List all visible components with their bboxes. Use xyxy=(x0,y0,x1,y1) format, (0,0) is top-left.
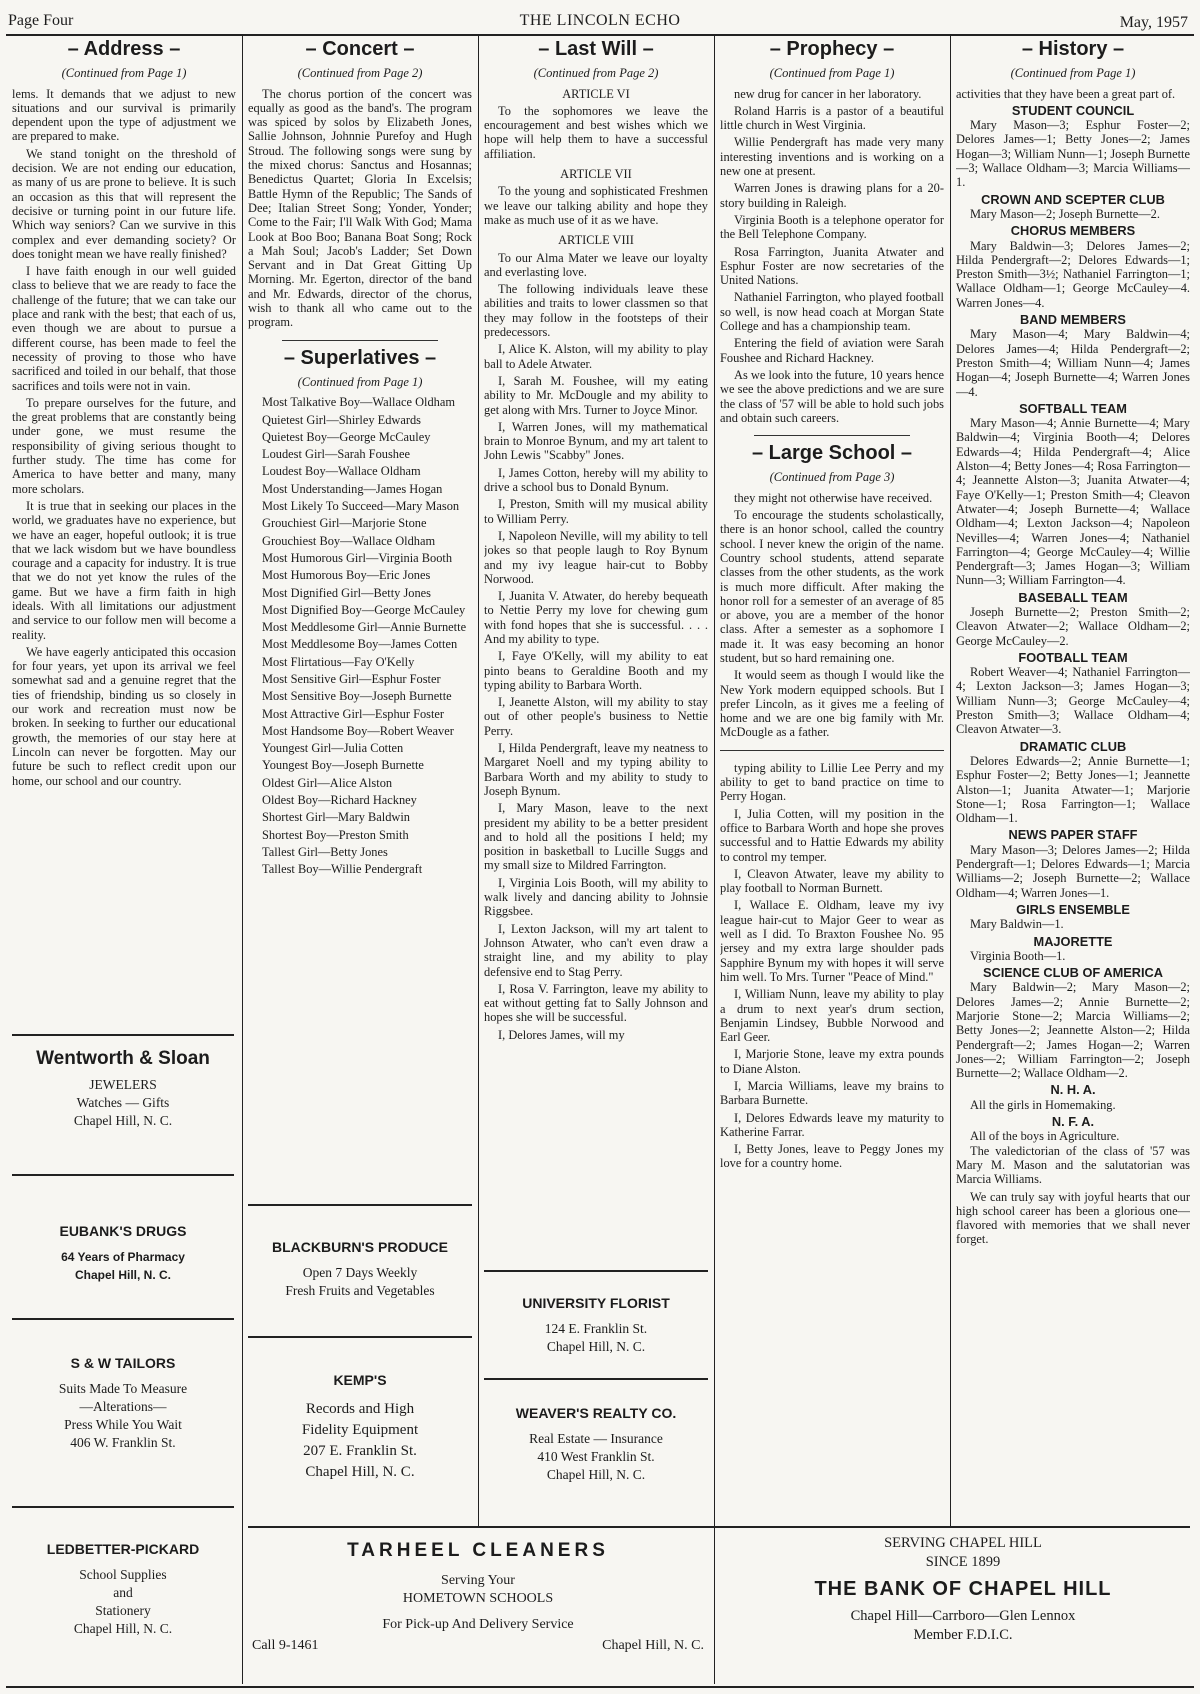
superlative-entry: Most Humorous Boy—Eric Jones xyxy=(262,568,431,583)
ad-line: Chapel Hill, N. C. xyxy=(546,1467,646,1482)
activity-members: Robert Weaver—4; Nathaniel Farrington—4; Lexton Jackson—3; James Hogan—3; William Nunn—3; George McCauley—4; Preston Smith—3; Wallace Oldham—4; Cleavon Atwater—3. xyxy=(956,665,1190,737)
activity-heading: CROWN AND SCEPTER CLUB xyxy=(981,191,1165,207)
superlative-entry: Quietest Boy—George McCauley xyxy=(262,429,431,444)
large-school-text xyxy=(720,491,944,740)
ad-line: Member F.D.I.C. xyxy=(913,1627,1013,1643)
concert-column xyxy=(248,38,472,1198)
continued-note: (Continued from Page 3) xyxy=(769,470,895,485)
ad-line: 207 E. Franklin St. xyxy=(303,1443,417,1459)
prophecy-column xyxy=(720,38,944,1498)
ad-line: SERVING CHAPEL HILL xyxy=(884,1535,1042,1551)
superlatives-heading: – Superlatives – xyxy=(283,346,437,369)
bank-of-chapel-hill-ad xyxy=(728,1534,1198,1645)
activity-heading: FOOTBALL TEAM xyxy=(1018,649,1128,665)
last-will-column xyxy=(484,38,708,1278)
university-florist-ad xyxy=(484,1294,708,1356)
last-will-text xyxy=(484,87,708,1042)
kemps-ad xyxy=(248,1370,472,1483)
ad-line: Real Estate — Insurance xyxy=(529,1431,663,1446)
last-will-continued-text xyxy=(720,761,944,1171)
sw-tailors-ad xyxy=(12,1354,234,1452)
article-paragraph: new drug for cancer in her laboratory. xyxy=(734,86,922,101)
activity-heading: N. H. A. xyxy=(1050,1082,1096,1098)
activity-members: Mary Baldwin—3; Delores James—2; Hilda Pendergraft—2; Delores Edwards—1; Preston Smith—3½; Nathaniel Farrington—1; Wallace Oldham—1; George McCauley—4. Warren Jones—4. xyxy=(956,238,1190,310)
wentworth-sloan-ad xyxy=(12,1050,234,1130)
history-activities xyxy=(956,104,1190,1144)
ad-line: SINCE 1899 xyxy=(925,1554,1001,1570)
continued-note: (Continued from Page 1) xyxy=(61,66,187,81)
ad-name: THE BANK OF CHAPEL HILL xyxy=(814,1578,1112,1600)
top-rule xyxy=(6,34,1194,36)
article-paragraph: The following individuals leave these abilities and traits to lower classmen so that they may follow in the footsteps of their predecessors. xyxy=(484,282,708,340)
superlative-entry: Most Sensitive Boy—Joseph Burnette xyxy=(262,689,452,704)
article-paragraph: I, Cleavon Atwater, leave my ability to play football to Norman Burnett. xyxy=(720,866,944,896)
superlative-entry: Most Meddlesome Boy—James Cotten xyxy=(262,637,458,652)
superlative-entry: Tallest Girl—Betty Jones xyxy=(262,844,388,859)
ad-line: 410 West Franklin St. xyxy=(537,1449,655,1464)
ad-name: Wentworth & Sloan xyxy=(36,1048,210,1069)
article-paragraph: To the sophomores we leave the encouragement and best wishes which we hope will help them to have a successful affiliation. xyxy=(484,103,708,161)
article-paragraph: they might not otherwise have received. xyxy=(734,490,933,505)
ad-phone: Call 9-1461 xyxy=(252,1638,319,1653)
ad-rule xyxy=(12,1506,234,1508)
history-paragraph: We can truly say with joyful hearts that our high school career has been a glorious one—flavored with memories that we shall never forget. xyxy=(956,1189,1190,1247)
superlative-entry: Most Humorous Girl—Virginia Booth xyxy=(262,550,453,565)
article-paragraph: I, Mary Mason, leave to the next president my ability to be a better president and to hold all the positions I held; my position in basketball to Lucille Suggs and my small size to Mildred Farrington. xyxy=(484,801,708,873)
superlative-entry: Shortest Girl—Mary Baldwin xyxy=(262,810,410,825)
activity-members: Mary Baldwin—1. xyxy=(970,917,1064,932)
activity-heading: SOFTBALL TEAM xyxy=(1019,400,1127,416)
ad-line: HOMETOWN SCHOOLS xyxy=(402,1591,554,1606)
continued-note: (Continued from Page 2) xyxy=(533,66,659,81)
activity-heading: BAND MEMBERS xyxy=(1020,312,1126,328)
column-rule xyxy=(714,36,715,1684)
article-paragraph: To our Alma Mater we leave our loyalty and everlasting love. xyxy=(484,250,708,279)
article-paragraph: Warren Jones is drawing plans for a 20-story building in Raleigh. xyxy=(720,181,944,210)
superlative-entry: Most Dignified Boy—George McCauley xyxy=(262,602,466,617)
article-paragraph: We have eagerly anticipated this occasion for four years, yet upon its arrival we feel somewhat sad and a genuine regret that the ties of friendship, binding us so closely in our work and recreation must now be broken. In seeking to further our educational growth, the memories of our stay here at Lincoln can never be forgotten. May our future be such to reflect credit upon our home, our school and our country. xyxy=(12,644,236,788)
activity-members: Mary Mason—3; Esphur Foster—2; Delores James—1; Betty Jones—2; James Hogan—3; William Nunn—1; Joseph Burnette—3; Wallace Oldham—3; Marcia Williams—1. xyxy=(956,118,1190,190)
article-paragraph: To encourage the students scholastically, there is an honor school, called the country school. I never knew the origin of the name. Country school students, attend separate classes from the other students, as the work is much more difficult. After making the honor roll for a semester of an average of 85 or above, you are a member of the honor class. After a semester as a sophomore I made it. It was easy becoming an honor student, but so hard remaining one. xyxy=(720,508,944,665)
article-paragraph: Nathaniel Farrington, who played football so well, is now head coach at Morgan State College and has a championship team. xyxy=(720,290,944,334)
ad-rule xyxy=(12,1318,234,1320)
article-paragraph: I, Sarah M. Foushee, will my eating ability to Mr. McDougle and my ability to get along with Mrs. Turner to Joyce Minor. xyxy=(484,373,708,417)
address-column xyxy=(12,38,236,1038)
ad-city: Chapel Hill, N. C. xyxy=(602,1638,704,1653)
activity-members: All of the boys in Agriculture. xyxy=(970,1129,1120,1144)
ad-line: Fidelity Equipment xyxy=(301,1422,419,1438)
ad-rule xyxy=(248,1204,472,1206)
article-paragraph: I, Delores James, will my xyxy=(498,1027,625,1042)
activity-members: Delores Edwards—2; Annie Burnette—1; Esphur Foster—2; Betty Jones—1; Jeannette Alston—1; Juanita Atwater—1; Marjorie Stone—1; Rosa Farrington—1; Wallace Oldham—1. xyxy=(956,753,1190,826)
article-paragraph: I, Rosa V. Farrington, leave my ability to eat without getting fat to Sally Johnson and hopes she will be successful. xyxy=(484,981,708,1025)
activity-heading: MAJORETTE xyxy=(1033,933,1113,949)
article-paragraph: I, Juanita V. Atwater, do hereby bequeath to Nettie Perry my love for chewing gum with fond hopes that she is successful. . . . And my ability to type. xyxy=(484,589,708,646)
article-paragraph: It would seem as though I would like the New York modern equipped schools. But I prefer Lincoln, as it gives me a feeling of home and we are one big family with Mr. McDougle as a father. xyxy=(720,668,944,740)
superlatives-list xyxy=(248,395,472,876)
article-paragraph: I have faith enough in our well guided class to believe that we are ready to face the challenge of the future; that we can take our place and rank with the best; that each of us, even though we are about to pursue a different course, has been made to feel the necessity of proving to those who have sacrificed and toiled in our behalf, that those sacrifices and toils were not in vain. xyxy=(12,264,236,393)
ad-line: Chapel Hill, N. C. xyxy=(74,1268,171,1282)
article-paragraph: I, Marcia Williams, leave my brains to Barbara Burnette. xyxy=(720,1079,944,1108)
section-divider xyxy=(720,750,944,751)
article-paragraph: typing ability to Lillie Lee Perry and my ability to get to band practice on time to Perry Hogan. xyxy=(720,760,944,804)
large-school-heading: – Large School – xyxy=(751,442,913,465)
article-paragraph: I, Delores Edwards leave my maturity to Katherine Farrar. xyxy=(720,1110,944,1139)
article-paragraph: lems. It demands that we adjust to new situations and our survival is primarily dependent upon the type of adjustment we are prepared to make. xyxy=(12,86,236,144)
superlative-entry: Grouchiest Boy—Wallace Oldham xyxy=(262,533,436,548)
column-rule xyxy=(478,36,479,1526)
activity-heading: DRAMATIC CLUB xyxy=(1019,738,1127,754)
article-paragraph: I, James Cotton, hereby will my ability to drive a school bus to Donald Bynum. xyxy=(484,465,708,495)
ad-name: BLACKBURN'S PRODUCE xyxy=(272,1239,448,1255)
ad-line: Suits Made To Measure xyxy=(58,1381,188,1396)
article-paragraph: I, Warren Jones, will my mathematical brain to Monroe Bynum, and my art talent to John Lewis "Scabby" Jones. xyxy=(484,419,708,463)
ad-rule xyxy=(248,1526,1190,1528)
prophecy-text xyxy=(720,87,944,426)
article-paragraph: Entering the field of aviation were Sarah Foushee and Richard Hackney. xyxy=(720,336,944,365)
activity-heading: GIRLS ENSEMBLE xyxy=(1016,901,1130,917)
ad-name: KEMP'S xyxy=(333,1372,387,1388)
superlative-entry: Youngest Girl—Julia Cotten xyxy=(262,741,404,756)
issue-date: May, 1957 xyxy=(1119,14,1188,31)
ad-line: Records and High xyxy=(305,1401,415,1417)
ad-rule xyxy=(248,1336,472,1338)
ad-line: Press While You Wait xyxy=(64,1417,182,1432)
article-paragraph: I, Wallace E. Oldham, leave my ivy league hair-cut to Major Geer to wear as well as I did. To Braxton Foushee No. 95 jersey and my extra large shoulder pads Sapphire Bynum my with hopes it will serve him well. To Mrs. Turner "Peace of Mind." xyxy=(720,898,944,984)
ad-name: EUBANK'S DRUGS xyxy=(59,1223,187,1239)
ledbetter-pickard-ad xyxy=(12,1540,234,1638)
article-paragraph: ARTICLE VIII xyxy=(558,233,634,248)
ad-line: Fresh Fruits and Vegetables xyxy=(285,1283,435,1298)
article-paragraph: ARTICLE VII xyxy=(560,167,632,182)
ad-line: Chapel Hill, N. C. xyxy=(305,1464,415,1480)
ad-rule xyxy=(12,1034,234,1036)
continued-note: (Continued from Page 1) xyxy=(769,66,895,81)
ad-footer xyxy=(242,1638,714,1658)
bottom-rule xyxy=(6,1686,1194,1688)
activity-heading: NEWS PAPER STAFF xyxy=(1008,827,1138,843)
ad-line: For Pick-up And Delivery Service xyxy=(382,1617,574,1632)
section-divider xyxy=(282,340,439,341)
ad-line: Chapel Hill, N. C. xyxy=(73,1621,173,1636)
superlative-entry: Oldest Boy—Richard Hackney xyxy=(262,793,417,808)
activity-members: Mary Mason—3; Delores James—2; Hilda Pendergraft—1; Delores Edwards—1; Marcia Williams—2; Joseph Burnette—2; Wallace Oldham—4; Warren Jones—1. xyxy=(956,842,1190,900)
article-paragraph: ARTICLE VI xyxy=(562,86,630,101)
article-paragraph: To the young and sophisticated Freshmen we leave our talking ability and hope they make as much use of it as we have. xyxy=(484,184,708,227)
eubanks-drugs-ad xyxy=(12,1222,234,1284)
article-paragraph: The chorus portion of the concert was equally as good as the band's. The program was spiced by solos by Elizabeth Jones, Sallie Johnson, Johnnie Purefoy and Hugh Stroud. The following songs were sung by the mixed chorus: Sanctus and Hosannas; Benedictus Quartet; Gloria In Excelsis; Battle Hymn of the Republic; The Sands of Dee; Italian Street Song; Yonder, Yonder; Come to the Fair; I'll Walk With God; Mama Look at Boo Boo; Banana Boat Song; Rock a Mah Soul; Jacob's Ladder; Set Down Servant and in Dat Great Gitting Up Morning. Mr. Egerton, director of the band and Mr. Edwards, director of the chorus, wish to thank all who came out to the program. xyxy=(248,86,472,330)
ad-line: 406 W. Franklin St. xyxy=(70,1435,176,1450)
activity-heading: STUDENT COUNCIL xyxy=(1011,102,1135,118)
newspaper-title: THE LINCOLN ECHO xyxy=(519,12,681,29)
activity-members: Mary Mason—4; Annie Burnette—4; Mary Baldwin—4; Virginia Booth—4; Delores Edwards—4; Hilda Pendergraft—4; Alice Alston—4; Betty Jones—4; Rosa Farrington—4; Jeannette Alston—3; Juanita Atwater—4; Faye O'Kelly—1; Preston Smith—4; Cleavon Atwater—4; Joseph Burnette—4; Wallace Oldham—4; Lexton Jackson—4; Napoleon Nevilles—4; Warren Jones—4; Nathaniel Farrington—4; George McCauley—4; Willie Pendergraft—3; James Hogan—3; William Nunn—3; William Farrington—4. xyxy=(956,416,1190,588)
ad-name: WEAVER'S REALTY CO. xyxy=(515,1405,677,1421)
article-paragraph: We stand tonight on the threshold of decision. We are not ending our education, as many of us are prone to believe. It is such an occasion as this that will represent the decisive or turning point in our future life. Which way seniors? Can we survive in this complex and ever demanding society? Or does tonight mean we have really finished? xyxy=(12,146,236,261)
ad-line: Chapel Hill, N. C. xyxy=(73,1113,173,1128)
prophecy-heading: – Prophecy – xyxy=(769,38,895,60)
activity-heading: BASEBALL TEAM xyxy=(1018,589,1128,605)
activity-members: Virginia Booth—1. xyxy=(970,948,1066,963)
ad-line: Serving Your xyxy=(441,1573,515,1588)
article-paragraph: I, Faye O'Kelly, will my ability to eat pinto beans to Geraldine Booth and my typing ability to Barbara Worth. xyxy=(484,649,708,692)
activity-members: All the girls in Homemaking. xyxy=(970,1097,1116,1112)
section-divider xyxy=(754,435,911,436)
weavers-realty-ad xyxy=(484,1404,708,1484)
ad-line: Watches — Gifts xyxy=(76,1095,170,1110)
superlative-entry: Most Sensitive Girl—Esphur Foster xyxy=(262,671,441,686)
article-paragraph: I, Marjorie Stone, leave my extra pounds to Diane Alston. xyxy=(720,1047,944,1076)
superlative-entry: Youngest Boy—Joseph Burnette xyxy=(262,758,424,773)
continued-note: (Continued from Page 1) xyxy=(297,374,423,389)
activity-members: Mary Mason—2; Joseph Burnette—2. xyxy=(970,206,1160,221)
last-will-heading: – Last Will – xyxy=(538,38,654,60)
history-intro: activities that they have been a great part of. xyxy=(956,86,1176,101)
article-paragraph: I, Betty Jones, leave to Peggy Jones my love for a country home. xyxy=(720,1142,944,1171)
activity-members: Mary Mason—4; Mary Baldwin—4; Delores James—4; Hilda Pendergraft—2; Preston Smith—4; William Nunn—4; James Hogan—4; Joseph Burnette—4; Warren Jones—4. xyxy=(956,327,1190,399)
article-paragraph: Virginia Booth is a telephone operator for the Bell Telephone Company. xyxy=(720,212,944,242)
article-paragraph: I, Napoleon Neville, will my ability to tell jokes so that people laugh to Roy Bynum and my ivy league hair-cut to Bobby Norwood. xyxy=(484,528,708,586)
ad-line: Stationery xyxy=(95,1603,151,1618)
ad-line: and xyxy=(113,1585,133,1600)
column-rule xyxy=(950,36,951,1526)
superlative-entry: Most Handsome Boy—Robert Weaver xyxy=(262,723,454,738)
ad-line: 124 E. Franklin St. xyxy=(544,1321,648,1336)
article-paragraph: It is true that in seeking our places in the world, we graduates have no experience, but we have an eager, hopeful outlook; it is true that we lack wisdom but we have boundless courage and a capacity for industry. It is true that we do not yet know the rules of the game. But we have a firm faith in high ideals. With all limitations our adjustment and service to our follow men will become a reality. xyxy=(12,498,236,642)
ad-line: Chapel Hill, N. C. xyxy=(546,1339,646,1354)
article-paragraph: To prepare ourselves for the future, and the great problems that are constantly being under gone, we must resume the responsibility of giving serious thought to further study. The time has come for America to have better and many, many more scholars. xyxy=(12,395,236,496)
superlative-entry: Loudest Boy—Wallace Oldham xyxy=(262,464,421,479)
superlative-entry: Shortest Boy—Preston Smith xyxy=(262,827,409,842)
article-paragraph: I, Hilda Pendergraft, leave my neatness to Margaret Noell and my typing ability to Barbara Worth and my ability to study to Joseph Bynum. xyxy=(484,741,708,798)
superlative-entry: Most Attractive Girl—Esphur Foster xyxy=(262,706,445,721)
tarheel-cleaners-ad xyxy=(242,1540,714,1658)
ad-rule xyxy=(12,1174,234,1176)
ad-name: TARHEEL CLEANERS xyxy=(347,1540,609,1561)
activity-members: Mary Baldwin—2; Mary Mason—2; Delores James—2; Annie Burnette—2; Marjorie Stone—2; Marcia Williams—2; Betty Jones—2; Jeannette Alston—2; Hilda Pendergraft—2; James Hogan—2; Warren Jones—2; William Farrington—2; Joseph Burnette—2; Wallace Oldham—2. xyxy=(956,980,1190,1081)
superlative-entry: Loudest Girl—Sarah Foushee xyxy=(262,447,410,462)
superlative-entry: Most Likely To Succeed—Mary Mason xyxy=(262,499,460,514)
activity-heading: SCIENCE CLUB OF AMERICA xyxy=(982,965,1164,981)
history-heading: – History – xyxy=(1021,38,1125,60)
ad-name: UNIVERSITY FLORIST xyxy=(522,1295,670,1311)
ad-name: S & W TAILORS xyxy=(70,1355,176,1371)
address-heading: – Address – xyxy=(67,38,181,60)
activity-heading: CHORUS MEMBERS xyxy=(1010,223,1136,239)
article-paragraph: As we look into the future, 10 years hence we see the above predictions and we are sure the class of '57 will be able to hold such jobs and obtain such careers. xyxy=(720,367,944,425)
ad-line: Open 7 Days Weekly xyxy=(302,1265,418,1280)
ad-rule xyxy=(484,1270,708,1272)
superlative-entry: Tallest Boy—Willie Pendergraft xyxy=(262,862,423,877)
ad-rule xyxy=(484,1378,708,1380)
ad-line: School Supplies xyxy=(79,1567,167,1582)
article-paragraph: I, Alice K. Alston, will my ability to play ball to Adele Atwater. xyxy=(484,342,708,371)
continued-note: (Continued from Page 2) xyxy=(297,66,423,81)
activity-members: Joseph Burnette—2; Preston Smith—2; Cleavon Atwater—2; Wallace Oldham—2; George McCauley—2. xyxy=(956,604,1190,648)
column-rule xyxy=(242,36,243,1684)
ad-line: 64 Years of Pharmacy xyxy=(61,1250,185,1264)
superlative-entry: Most Dignified Girl—Betty Jones xyxy=(262,585,431,600)
article-paragraph: I, William Nunn, leave my ability to play a drum to next year's drum section, Benjamin Lindsey, Bubble Norwood and Earl Geer. xyxy=(720,987,944,1045)
superlative-entry: Most Flirtatious—Fay O'Kelly xyxy=(262,654,415,669)
superlative-entry: Most Talkative Boy—Wallace Oldham xyxy=(262,395,456,410)
ad-line: Chapel Hill—Carrboro—Glen Lennox xyxy=(850,1608,1076,1624)
masthead xyxy=(0,12,1200,36)
article-paragraph: I, Lexton Jackson, will my art talent to Johnson Atwater, who can't even draw a straight line, and my ability to play defensive end to Stag Perry. xyxy=(484,921,708,979)
article-paragraph: I, Jeanette Alston, will my ability to stay out of other people's business to Nettie Perry. xyxy=(484,695,708,738)
superlative-entry: Grouchiest Girl—Marjorie Stone xyxy=(262,516,427,531)
page-number: Page Four xyxy=(8,12,74,29)
article-paragraph: Rosa Farrington, Juanita Atwater and Esphur Foster are now secretaries of the United Nations. xyxy=(720,244,944,288)
article-paragraph: I, Preston, Smith will my musical ability to William Perry. xyxy=(484,497,708,526)
continued-note: (Continued from Page 1) xyxy=(1010,66,1136,81)
article-paragraph: I, Virginia Lois Booth, will my ability to walk lively and dancing ability to Johnsie Riggsbee. xyxy=(484,875,708,919)
ad-line: —Alterations— xyxy=(79,1399,167,1414)
article-paragraph: Roland Harris is a pastor of a beautiful little church in West Virginia. xyxy=(720,103,944,133)
article-paragraph: I, Julia Cotten, will my position in the office to Barbara Worth and hope she proves successful and to Hattie Edwards my ability to control my temper. xyxy=(720,806,944,864)
article-paragraph: Willie Pendergraft has made very many interesting inventions and is working on a new one at present. xyxy=(720,135,944,179)
concert-heading: – Concert – xyxy=(305,38,415,60)
blackburns-produce-ad xyxy=(248,1238,472,1300)
superlative-entry: Most Understanding—James Hogan xyxy=(262,481,443,496)
superlative-entry: Oldest Girl—Alice Alston xyxy=(262,775,393,790)
history-paragraph: The valedictorian of the class of '57 was Mary M. Mason and the salutatorian was Marcia Williams. xyxy=(956,1143,1190,1187)
history-column xyxy=(956,38,1190,1518)
ad-name: LEDBETTER-PICKARD xyxy=(46,1541,200,1557)
activity-heading: N. F. A. xyxy=(1051,1114,1095,1130)
superlative-entry: Most Meddlesome Girl—Annie Burnette xyxy=(262,620,467,635)
ad-line: JEWELERS xyxy=(89,1077,157,1092)
superlative-entry: Quietest Girl—Shirley Edwards xyxy=(262,412,421,427)
